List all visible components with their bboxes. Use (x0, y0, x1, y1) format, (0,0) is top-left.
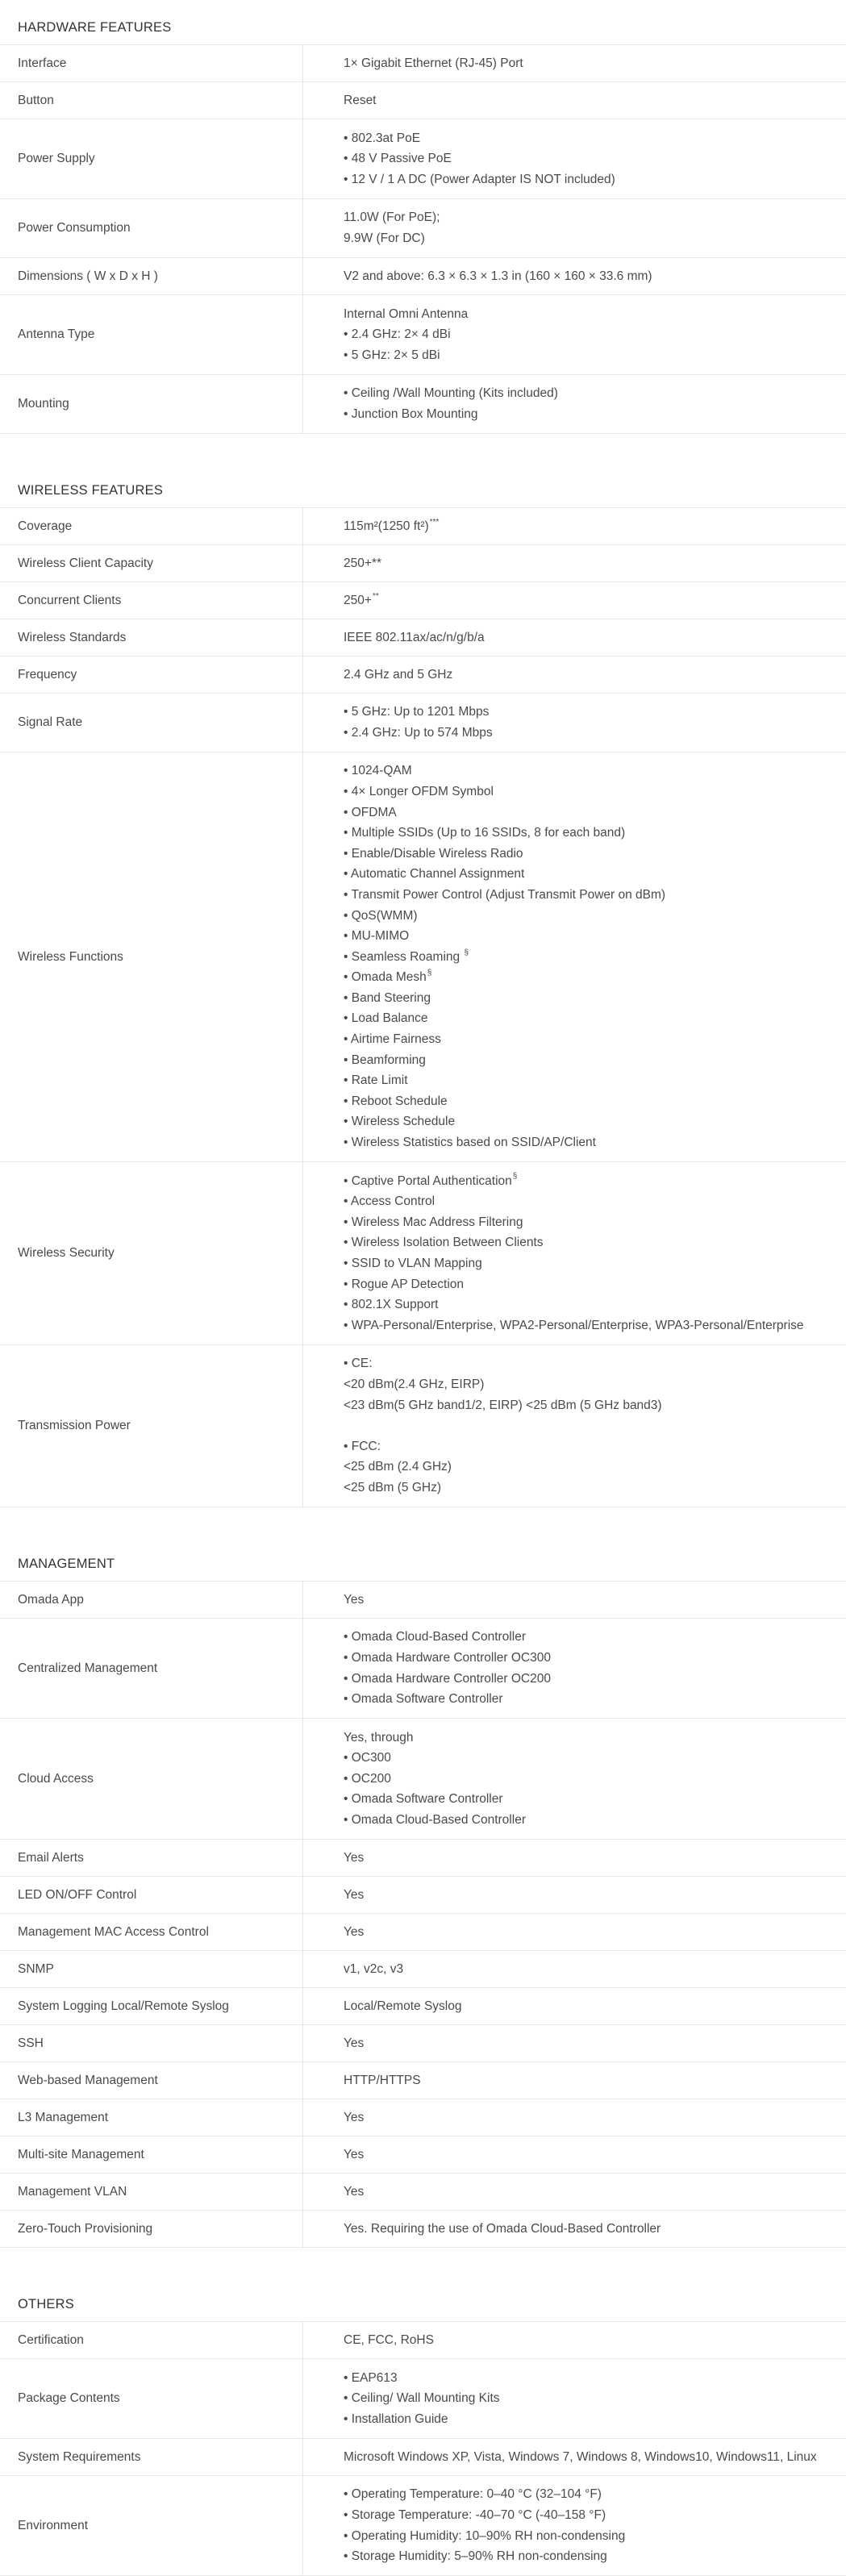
spec-value-text: 11.0W (For PoE); (344, 210, 440, 225)
spec-row-led-on-off-control (0, 1877, 846, 1914)
spec-label: Concurrent Clients (0, 582, 303, 619)
spec-row-wireless-security (0, 1162, 846, 1345)
spec-value-text: • 5 GHz: 2× 5 dBi (344, 348, 440, 362)
spec-row-management-mac-access-control (0, 1914, 846, 1951)
spec-value-text: • Omada Hardware Controller OC200 (344, 1671, 551, 1686)
spec-value-line (344, 2330, 846, 2351)
spec-value-line (344, 383, 846, 404)
spec-value (303, 199, 846, 257)
spec-row-web-based-management (0, 2062, 846, 2099)
spec-value-text: 2.4 GHz and 5 GHz (344, 667, 453, 682)
spec-value-text: • Transmit Power Control (Adjust Transmit Power on dBm) (344, 887, 666, 902)
spec-value-line (344, 1669, 846, 1690)
spec-value (303, 508, 846, 544)
spec-label: SSH (0, 2025, 303, 2061)
spec-value-line (344, 2033, 846, 2054)
spec-value-text: • Access Control (344, 1194, 436, 1209)
spec-label: Package Contents (0, 2359, 303, 2438)
spec-value-line (344, 1395, 846, 1416)
spec-value-text: • Installation Guide (344, 2411, 448, 2426)
spec-value-text: • Omada Cloud-Based Controller (344, 1630, 526, 1644)
spec-value-text: • Omada Cloud-Based Controller (344, 1812, 526, 1827)
spec-value-line (344, 2368, 846, 2389)
spec-value (303, 45, 846, 81)
spec-value (303, 295, 846, 374)
spec-value-line (344, 324, 846, 345)
section-spacer (0, 2248, 846, 2277)
spec-row-antenna-type (0, 295, 846, 375)
spec-value-line (344, 844, 846, 865)
spec-label: Antenna Type (0, 295, 303, 374)
spec-value-line (344, 1091, 846, 1112)
spec-value-line (344, 1996, 846, 2017)
spec-row-cloud-access (0, 1719, 846, 1840)
spec-value-text: • WPA-Personal/Enterprise, WPA2-Personal/Enterprise, WPA3-Personal/Enterprise (344, 1318, 804, 1332)
spec-label: Cloud Access (0, 1719, 303, 1839)
spec-value-line (344, 1111, 846, 1132)
spec-value-text: 250+ (344, 593, 372, 607)
spec-value-text: Yes (344, 1850, 365, 1865)
spec-value-text: Yes (344, 2184, 365, 2199)
spec-value-line (344, 1885, 846, 1906)
spec-label: Dimensions ( W x D x H ) (0, 258, 303, 294)
spec-value-line (344, 2107, 846, 2128)
spec-value-line (344, 802, 846, 823)
spec-row-system-logging-local-remote-syslog (0, 1988, 846, 2025)
spec-value-text: • OC200 (344, 1771, 391, 1786)
spec-value-line (344, 2526, 846, 2547)
spec-value-line (344, 1627, 846, 1648)
spec-value-line (344, 2505, 846, 2526)
spec-value-text: • Operating Temperature: 0–40 °C (32–104 °F) (344, 2487, 602, 2502)
footnote-marker: § (427, 969, 432, 978)
spec-label: LED ON/OFF Control (0, 1877, 303, 1913)
spec-value-line (344, 1008, 846, 1029)
spec-row-power-supply (0, 119, 846, 199)
spec-value (303, 1719, 846, 1839)
spec-value-text: 1× Gigabit Ethernet (RJ-45) Port (344, 56, 523, 70)
spec-value-text: 9.9W (For DC) (344, 231, 425, 245)
spec-value-text: 250+** (344, 556, 381, 570)
spec-value-text: • Reboot Schedule (344, 1094, 448, 1108)
spec-value-text: Yes, through (344, 1730, 414, 1744)
spec-row-transmission-power (0, 1345, 846, 1507)
spec-value-line (344, 1810, 846, 1831)
spec-value (303, 2062, 846, 2099)
section-title-others: OTHERS (0, 2277, 846, 2322)
spec-value (303, 2211, 846, 2247)
spec-value-line (344, 266, 846, 287)
spec-value-line (344, 1922, 846, 1943)
spec-label: Button (0, 82, 303, 119)
spec-value-text: • 802.1X Support (344, 1298, 439, 1312)
spec-value-text: Reset (344, 93, 377, 107)
spec-value-text: • Rogue AP Detection (344, 1277, 465, 1291)
spec-value (303, 619, 846, 656)
spec-value (303, 1582, 846, 1618)
spec-label: Zero-Touch Provisioning (0, 2211, 303, 2247)
spec-label: Wireless Functions (0, 752, 303, 1161)
spec-value (303, 1619, 846, 1718)
spec-value-line (344, 967, 846, 988)
spec-value-line (344, 345, 846, 366)
spec-value-line (344, 516, 846, 537)
spec-label: Environment (0, 2476, 303, 2575)
spec-value-text: <20 dBm(2.4 GHz, EIRP) (344, 1378, 485, 1392)
spec-value-text: • Captive Portal Authentication (344, 1173, 512, 1188)
spec-value-text: Microsoft Windows XP, Vista, Windows 7, Windows 8, Windows10, Windows11, Linux (344, 2449, 817, 2464)
spec-label: Wireless Client Capacity (0, 545, 303, 581)
spec-value-text: Yes (344, 1924, 365, 1939)
spec-row-snmp (0, 1951, 846, 1988)
spec-label: Coverage (0, 508, 303, 544)
spec-value-text: • EAP613 (344, 2370, 398, 2385)
spec-label: System Logging Local/Remote Syslog (0, 1988, 303, 2024)
spec-value-text: • Multiple SSIDs (Up to 16 SSIDs, 8 for each band) (344, 826, 626, 840)
spec-label: Omada App (0, 1582, 303, 1618)
spec-row-wireless-standards (0, 619, 846, 657)
spec-value-text: • 1024-QAM (344, 764, 412, 778)
spec-value-line (344, 1315, 846, 1336)
spec-value-line (344, 207, 846, 228)
spec-value-text: • Wireless Isolation Between Clients (344, 1236, 544, 1250)
spec-value (303, 2359, 846, 2438)
spec-value-line (344, 885, 846, 906)
spec-row-zero-touch-provisioning (0, 2211, 846, 2248)
spec-value-text: v1, v2c, v3 (344, 1961, 404, 1976)
spec-value-line (344, 1070, 846, 1091)
spec-value (303, 2136, 846, 2173)
spec-value-line (344, 148, 846, 169)
spec-value (303, 1162, 846, 1344)
spec-value-line (344, 1029, 846, 1050)
spec-label: SNMP (0, 1951, 303, 1987)
spec-value-line (344, 1353, 846, 1374)
spec-label: Certification (0, 2322, 303, 2358)
spec-value-text: • Junction Box Mounting (344, 407, 478, 421)
spec-row-interface (0, 45, 846, 82)
spec-value (303, 1951, 846, 1987)
spec-row-mounting (0, 375, 846, 434)
spec-value-line (344, 988, 846, 1009)
spec-value-text: • OC300 (344, 1751, 391, 1765)
footnote-marker: § (464, 948, 469, 957)
spec-value-line (344, 1436, 846, 1457)
spec-value-text: • CE: (344, 1357, 373, 1371)
spec-value (303, 82, 846, 119)
spec-row-environment (0, 2476, 846, 2576)
spec-value-line (344, 2388, 846, 2409)
spec-value (303, 1914, 846, 1950)
spec-value-line (344, 590, 846, 611)
spec-value-text: • Omada Software Controller (344, 1792, 503, 1807)
spec-value-line (344, 1959, 846, 1980)
spec-value-line (344, 1132, 846, 1153)
spec-value-text: <25 dBm (5 GHz) (344, 1480, 442, 1494)
spec-value (303, 2174, 846, 2210)
spec-value-text: Yes (344, 2147, 365, 2161)
spec-value-text: 115m²(1250 ft²) (344, 519, 429, 533)
spec-row-email-alerts (0, 1840, 846, 1877)
spec-value-line (344, 2070, 846, 2091)
spec-value-line (344, 2219, 846, 2240)
spec-row-omada-app (0, 1582, 846, 1619)
section-title-wireless-features: WIRELESS FEATURES (0, 463, 846, 508)
spec-row-centralized-management (0, 1619, 846, 1719)
spec-value-line (344, 228, 846, 249)
spec-value (303, 375, 846, 433)
spec-row-power-consumption (0, 199, 846, 258)
spec-value-line (344, 1590, 846, 1611)
spec-value (303, 694, 846, 752)
spec-value-line (344, 1789, 846, 1810)
spec-value-text: • Band Steering (344, 990, 431, 1005)
spec-value-line (344, 723, 846, 744)
spec-row-coverage (0, 508, 846, 545)
spec-label: Power Supply (0, 119, 303, 198)
spec-value-line (344, 1191, 846, 1212)
spec-value-text: • Rate Limit (344, 1073, 408, 1088)
spec-value (303, 1345, 846, 1507)
spec-value-line (344, 1374, 846, 1395)
section-spacer (0, 434, 846, 463)
spec-value (303, 1840, 846, 1876)
spec-row-wireless-client-capacity (0, 545, 846, 582)
spec-value-line (344, 1728, 846, 1749)
spec-value (303, 582, 846, 619)
spec-row-l3-management (0, 2099, 846, 2136)
spec-value-text: Yes (344, 2036, 365, 2050)
footnote-marker: ** (372, 591, 379, 601)
spec-value-text: • Ceiling/ Wall Mounting Kits (344, 2391, 500, 2406)
spec-value-text: <25 dBm (2.4 GHz) (344, 1460, 452, 1474)
spec-value-text: • Airtime Fairness (344, 1032, 441, 1047)
spec-row-ssh (0, 2025, 846, 2062)
spec-label: Web-based Management (0, 2062, 303, 2099)
spec-value-text: • MU-MIMO (344, 929, 410, 944)
spec-value-line (344, 2145, 846, 2165)
spec-value-text: • FCC: (344, 1439, 381, 1453)
spec-value-line (344, 553, 846, 574)
spec-value-line (344, 2409, 846, 2430)
spec-value-line (344, 1769, 846, 1790)
spec-value-text: • 48 V Passive PoE (344, 152, 452, 166)
spec-value-line (344, 90, 846, 111)
spec-label: Wireless Security (0, 1162, 303, 1344)
spec-row-button (0, 82, 846, 119)
spec-value-line (344, 926, 846, 947)
spec-value-line (344, 823, 846, 844)
spec-value-text: • Automatic Channel Assignment (344, 867, 525, 882)
spec-value-line (344, 1648, 846, 1669)
section-title-hardware-features: HARDWARE FEATURES (0, 0, 846, 45)
spec-value (303, 2322, 846, 2358)
spec-value-text: IEEE 802.11ax/ac/n/g/b/a (344, 630, 485, 644)
spec-value-text: • 12 V / 1 A DC (Power Adapter IS NOT included) (344, 172, 615, 186)
spec-value-line (344, 947, 846, 968)
spec-value-text: • 802.3at PoE (344, 131, 421, 145)
spec-value-line (344, 304, 846, 325)
spec-value-text: • Wireless Mac Address Filtering (344, 1215, 523, 1229)
spec-value-text: CE, FCC, RoHS (344, 2332, 434, 2347)
spec-value-text: • QoS(WMM) (344, 908, 418, 923)
spec-row-package-contents (0, 2359, 846, 2439)
spec-value-text: • Beamforming (344, 1052, 426, 1067)
spec-value-text: • Wireless Statistics based on SSID/AP/Client (344, 1136, 596, 1150)
spec-value-text: • Ceiling /Wall Mounting (Kits included) (344, 386, 558, 401)
spec-value-line (344, 2447, 846, 2468)
spec-value-line (344, 702, 846, 723)
spec-label: Interface (0, 45, 303, 81)
section-spacer (0, 1507, 846, 1536)
spec-value-line (344, 1457, 846, 1478)
spec-value-text: • 2.4 GHz: 2× 4 dBi (344, 327, 451, 342)
spec-value-line (344, 906, 846, 927)
spec-label: System Requirements (0, 2439, 303, 2475)
spec-value-text: • 4× Longer OFDM Symbol (344, 784, 494, 798)
spec-row-frequency (0, 657, 846, 694)
spec-row-concurrent-clients (0, 582, 846, 619)
spec-value-line (344, 404, 846, 425)
spec-value-text: • SSID to VLAN Mapping (344, 1257, 482, 1270)
spec-value (303, 2439, 846, 2475)
spec-value (303, 1877, 846, 1913)
spec-value-line (344, 1848, 846, 1869)
spec-value-text: • 2.4 GHz: Up to 574 Mbps (344, 726, 493, 740)
spec-label: Centralized Management (0, 1619, 303, 1718)
spec-value-text: • Omada Software Controller (344, 1692, 503, 1707)
spec-label: Frequency (0, 657, 303, 693)
spec-value-line (344, 1689, 846, 1710)
spec-value (303, 752, 846, 1161)
spec-value-line (344, 782, 846, 802)
spec-value-text: • Storage Humidity: 5–90% RH non-condensing (344, 2549, 607, 2564)
spec-value (303, 2099, 846, 2136)
spec-value-text: • Load Balance (344, 1011, 428, 1026)
spec-value-line (344, 2484, 846, 2505)
spec-value-text: Yes (344, 1592, 365, 1607)
spec-value-text: • Omada Mesh (344, 970, 427, 985)
spec-value-line (344, 1050, 846, 1071)
spec-label: Transmission Power (0, 1345, 303, 1507)
spec-value-text: • Operating Humidity: 10–90% RH non-condensing (344, 2528, 626, 2543)
spec-value-text: Local/Remote Syslog (344, 1999, 462, 2013)
spec-value-line (344, 1478, 846, 1498)
spec-row-certification (0, 2322, 846, 2359)
section-title-management: MANAGEMENT (0, 1536, 846, 1582)
spec-value-line (344, 1415, 846, 1436)
spec-value (303, 258, 846, 294)
spec-value-text: Internal Omni Antenna (344, 306, 469, 321)
spec-value-line (344, 1294, 846, 1315)
spec-value-text: • Enable/Disable Wireless Radio (344, 846, 523, 861)
spec-label: Power Consumption (0, 199, 303, 257)
spec-value (303, 2476, 846, 2575)
spec-value-line (344, 864, 846, 885)
spec-value-line (344, 761, 846, 782)
spec-value-text: Yes (344, 1887, 365, 1902)
spec-row-multi-site-management (0, 2136, 846, 2174)
spec-row-wireless-functions (0, 752, 846, 1162)
spec-value (303, 545, 846, 581)
spec-value-line (344, 2182, 846, 2203)
spec-label: Signal Rate (0, 694, 303, 752)
spec-value-text: Yes. Requiring the use of Omada Cloud-Based Controller (344, 2221, 661, 2236)
spec-label: Mounting (0, 375, 303, 433)
spec-value-line (344, 169, 846, 190)
footnote-marker: § (512, 1172, 518, 1182)
spec-row-dimensions-w-x-d-x-h (0, 258, 846, 295)
spec-value-text: • OFDMA (344, 805, 397, 819)
spec-value-line (344, 2546, 846, 2567)
spec-value-line (344, 53, 846, 74)
spec-value-line (344, 1274, 846, 1295)
spec-value-text: HTTP/HTTPS (344, 2073, 421, 2087)
spec-value-line (344, 1212, 846, 1233)
footnote-marker: *** (429, 517, 440, 527)
spec-label: Email Alerts (0, 1840, 303, 1876)
spec-value-line (344, 1253, 846, 1274)
spec-value (303, 2025, 846, 2061)
spec-label: Management MAC Access Control (0, 1914, 303, 1950)
spec-value-line (344, 627, 846, 648)
spec-value-text: • Wireless Schedule (344, 1115, 456, 1129)
spec-value-line (344, 128, 846, 149)
spec-value-text: • Omada Hardware Controller OC300 (344, 1650, 551, 1665)
spec-label: Wireless Standards (0, 619, 303, 656)
spec-value-text: • Seamless Roaming (344, 949, 464, 964)
spec-value-text: Yes (344, 2110, 365, 2124)
spec-value-text: • Storage Temperature: -40–70 °C (-40–158 °F) (344, 2507, 606, 2522)
spec-value-text: • 5 GHz: Up to 1201 Mbps (344, 705, 490, 719)
spec-label: Management VLAN (0, 2174, 303, 2210)
spec-value (303, 1988, 846, 2024)
spec-value-line (344, 1171, 846, 1192)
spec-label: L3 Management (0, 2099, 303, 2136)
spec-value (303, 119, 846, 198)
spec-value-text: V2 and above: 6.3 × 6.3 × 1.3 in (160 × 160 × 33.6 mm) (344, 269, 652, 283)
spec-value (303, 657, 846, 693)
spec-label: Multi-site Management (0, 2136, 303, 2173)
spec-value-line (344, 665, 846, 686)
spec-value-text: <23 dBm(5 GHz band1/2, EIRP) <25 dBm (5 GHz band3) (344, 1398, 662, 1412)
spec-value-line (344, 1748, 846, 1769)
spec-row-management-vlan (0, 2174, 846, 2211)
spec-row-signal-rate (0, 694, 846, 752)
spec-row-system-requirements (0, 2439, 846, 2476)
spec-value-line (344, 1232, 846, 1253)
